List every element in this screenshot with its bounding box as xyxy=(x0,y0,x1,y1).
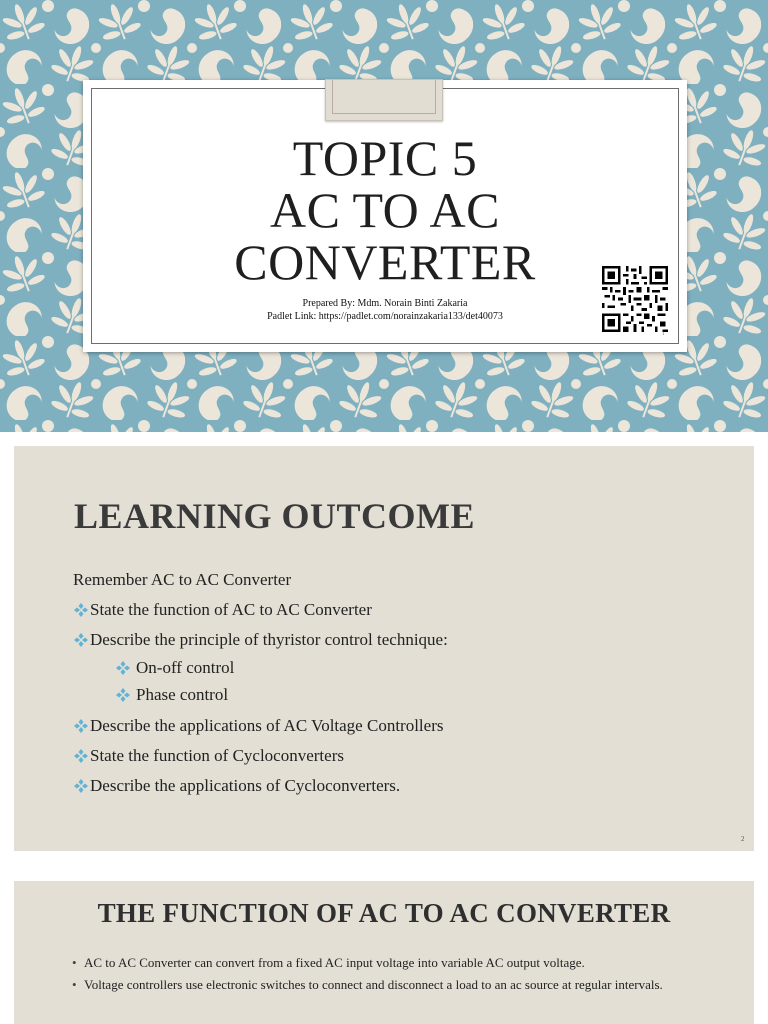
diamond-four-bullet-icon xyxy=(73,778,89,794)
list-item-text: Describe the applications of Cycloconverters. xyxy=(90,776,401,795)
list-item-text: Phase control xyxy=(136,685,229,704)
function-bullet-list xyxy=(72,954,712,998)
list-item-text: On-off control xyxy=(136,658,235,677)
diamond-four-bullet-icon xyxy=(73,718,89,734)
list-item-text: Describe the applications of AC Voltage Controllers xyxy=(90,716,444,735)
list-item-text: State the function of Cycloconverters xyxy=(90,746,344,765)
slide-number: 2 xyxy=(741,835,745,843)
sub-list-item xyxy=(115,658,234,678)
diamond-four-bullet-icon xyxy=(115,660,131,676)
learning-outcome-slide xyxy=(14,446,754,851)
prepared-by-text: Prepared By: Mdm. Norain Binti Zakaria xyxy=(302,298,468,309)
intro-text: Remember AC to AC Converter xyxy=(73,570,292,589)
title-slide xyxy=(0,0,768,432)
diamond-four-bullet-icon xyxy=(73,602,89,618)
bullet-item: • Voltage controllers use electronic switches to connect and disconnect a load to an ac source at regular intervals. xyxy=(72,976,712,993)
list-item xyxy=(73,776,400,796)
slide-title xyxy=(83,132,687,288)
slide-number: 1 xyxy=(662,332,665,337)
diamond-four-bullet-icon xyxy=(73,632,89,648)
title-line-2: AC TO AC xyxy=(269,182,500,238)
title-line-3: CONVERTER xyxy=(234,234,536,290)
list-item-text: State the function of AC to AC Converter xyxy=(90,600,372,619)
title-card xyxy=(83,80,687,352)
title-line-1: TOPIC 5 xyxy=(292,130,478,186)
list-item-text: Describe the principle of thyristor control technique: xyxy=(90,630,448,649)
list-item xyxy=(73,746,344,766)
function-slide xyxy=(14,881,754,1024)
bullet-item: • AC to AC Converter can convert from a fixed AC input voltage into variable AC output voltage. xyxy=(72,954,712,971)
list-item xyxy=(73,600,372,620)
padlet-link-text: Padlet Link: https://padlet.com/norainzakaria133/det40073 xyxy=(267,311,503,322)
list-item xyxy=(73,716,443,736)
diamond-four-bullet-icon xyxy=(73,748,89,764)
credits xyxy=(83,297,687,323)
learning-outcome-heading: LEARNING OUTCOME xyxy=(74,496,476,536)
decorative-tab xyxy=(325,79,443,121)
function-heading: THE FUNCTION OF AC TO AC CONVERTER xyxy=(97,898,671,928)
list-item xyxy=(73,630,448,650)
sub-list-item xyxy=(115,685,228,705)
qr-code-icon xyxy=(602,266,668,332)
list-item xyxy=(73,570,291,590)
diamond-four-bullet-icon xyxy=(115,687,131,703)
